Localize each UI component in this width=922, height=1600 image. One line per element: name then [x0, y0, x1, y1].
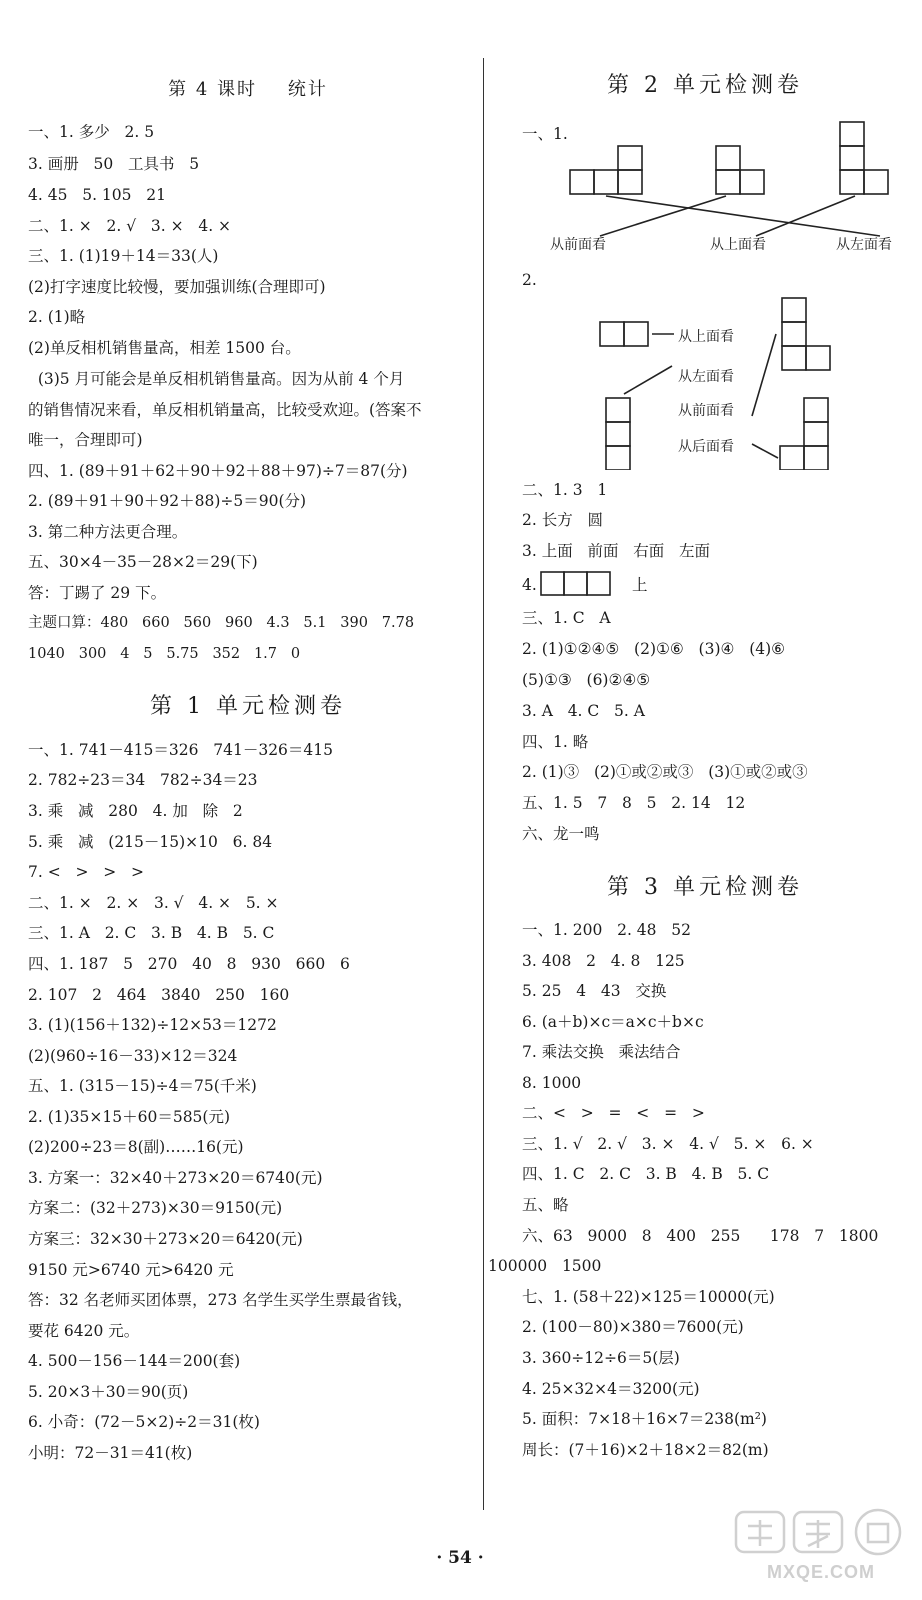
answer-line: 的销售情况来看，单反相机销量高，比较受欢迎。(答案不 — [28, 401, 422, 419]
answer-line: 4. — [522, 576, 537, 594]
answer-line: 答：丁踢了 29 下。 — [28, 584, 167, 602]
answer-line: 4. 500－156－144＝200(套) — [28, 1352, 241, 1370]
answer-line: 一、1. 多少 2. 5 — [28, 123, 155, 141]
answer-line: 3. 上面 前面 右面 左面 — [522, 542, 711, 560]
answer-line: 二、1. × 2. √ 3. × 4. × — [28, 217, 232, 235]
answer-line: 五、1. (315－15)÷4＝75(千米) — [28, 1077, 257, 1095]
answer-line: 9150 元>6740 元>6420 元 — [28, 1261, 234, 1279]
answer-line: 3. 乘 减 280 4. 加 除 2 — [28, 802, 243, 820]
watermark-logo — [728, 1506, 914, 1588]
answer-line: 四、1. 略 — [522, 733, 589, 751]
answer-line: 2. 107 2 464 3840 250 160 — [28, 986, 290, 1004]
answer-line: 七、1. (58＋22)×125＝10000(元) — [522, 1288, 775, 1306]
view-direction-label: 上 — [632, 576, 648, 594]
svg-text:MXQE.COM: MXQE.COM — [766, 1562, 876, 1582]
view-label-left: 从左面看 — [836, 237, 892, 253]
answer-line: 六、龙一鸣 — [522, 825, 600, 843]
answer-line: 二、1. × 2. × 3. √ 4. × 5. × — [28, 894, 279, 912]
answer-line: 2. (89＋91＋90＋92＋88)÷5＝90(分) — [28, 492, 307, 510]
view-label-front: 从前面看 — [550, 237, 606, 253]
answer-line: 五、30×4－35－28×2＝29(下) — [28, 553, 258, 571]
view-label-back: 从后面看 — [678, 439, 734, 455]
answer-line: 3. 360÷12÷6＝5(层) — [522, 1349, 680, 1367]
answer-line: 一、1. 200 2. 48 52 — [522, 921, 692, 939]
answer-line: 六、63 9000 8 400 255 178 7 1800 — [522, 1227, 879, 1245]
unit1-title: 第 1 单元检测卷 — [150, 694, 346, 719]
answer-line: (2)(960÷16－33)×12＝324 — [28, 1047, 238, 1065]
answer-line: 7. 乘法交换 乘法结合 — [522, 1043, 681, 1061]
question-label: 2. — [522, 271, 537, 289]
answer-line: 四、1. C 2. C 3. B 4. B 5. C — [522, 1165, 770, 1183]
three-squares-figure — [540, 571, 612, 597]
answer-line: 一、1. 741－415＝326 741－326＝415 — [28, 741, 334, 759]
answer-line: 二、1. 3 1 — [522, 481, 608, 499]
answer-line: 3. 画册 50 工具书 5 — [28, 155, 200, 173]
oral-calc-line: 1040 300 4 5 5.75 352 1.7 0 — [28, 646, 301, 662]
view-label-front: 从前面看 — [678, 403, 734, 419]
answer-line: 3. (1)(156＋132)÷12×53＝1272 — [28, 1016, 277, 1034]
answer-line: 3. 第二种方法更合理。 — [28, 523, 188, 541]
answer-line: 三、1. A 2. C 3. B 4. B 5. C — [28, 924, 275, 942]
answer-line: 三、1. C A — [522, 609, 611, 627]
answer-line: 4. 45 5. 105 21 — [28, 186, 167, 204]
answer-line: 5. 25 4 43 交换 — [522, 982, 667, 1000]
view-label-left: 从左面看 — [678, 369, 734, 385]
answer-line: 8. 1000 — [522, 1074, 582, 1092]
answer-line: 100000 1500 — [488, 1257, 602, 1275]
answer-line: 2. (1)③ (2)①或②或③ (3)①或②或③ — [522, 763, 808, 781]
view-label-top: 从上面看 — [678, 329, 734, 345]
column-divider — [483, 58, 484, 1510]
page-number: · 54 · — [436, 1548, 484, 1568]
answer-line: 2. 长方 圆 — [522, 511, 603, 529]
answer-line: 2. (1)35×15＋60＝585(元) — [28, 1108, 231, 1126]
lesson-title: 第 4 课时 统计 — [168, 79, 328, 100]
answer-line: (2)200÷23＝8(副)……16(元) — [28, 1138, 244, 1156]
answer-line: 5. 20×3＋30＝90(页) — [28, 1383, 189, 1401]
answer-line: 周长：(7＋16)×2＋18×2＝82(m) — [522, 1441, 769, 1459]
answer-line: 2. 782÷23＝34 782÷34＝23 — [28, 771, 258, 789]
answer-line: 方案二：(32＋273)×30＝9150(元) — [28, 1199, 283, 1217]
answer-line: 五、略 — [522, 1196, 569, 1214]
answer-line: 3. A 4. C 5. A — [522, 702, 645, 720]
answer-line: 5. 面积：7×18＋16×7＝238(m²) — [522, 1410, 767, 1428]
oral-calc-line: 主题口算：480 660 560 960 4.3 5.1 390 7.78 — [28, 615, 415, 631]
answer-line: (2)单反相机销售量高，相差 1500 台。 — [28, 339, 301, 357]
answer-line: 6. (a＋b)×c＝a×c＋b×c — [522, 1013, 704, 1031]
answer-line: 2. (100－80)×380＝7600(元) — [522, 1318, 744, 1336]
answer-line: 2. (1)略 — [28, 308, 86, 326]
answer-line: 五、1. 5 7 8 5 2. 14 12 — [522, 794, 746, 812]
question-label: 一、1. — [522, 125, 568, 143]
answer-line: (5)①③ (6)②④⑤ — [522, 671, 651, 689]
answer-line: (2)打字速度比较慢，要加强训练(合理即可) — [28, 278, 326, 296]
answer-line: 二、< > = < = > — [522, 1104, 705, 1122]
answer-line: 四、1. 187 5 270 40 8 930 660 6 — [28, 955, 350, 973]
answer-line: 答：32 名老师买团体票，273 名学生买学生票最省钱， — [28, 1291, 413, 1309]
answer-line: 2. (1)①②④⑤ (2)①⑥ (3)④ (4)⑥ — [522, 640, 786, 658]
unit2-title: 第 2 单元检测卷 — [607, 73, 803, 98]
answer-line: 7. < > > > — [28, 863, 145, 881]
answer-line: 3. 方案一：32×40＋273×20＝6740(元) — [28, 1169, 323, 1187]
answer-line: 三、1. √ 2. √ 3. × 4. √ 5. × 6. × — [522, 1135, 814, 1153]
answer-line: (3)5 月可能会是单反相机销售量高。因为从前 4 个月 — [28, 370, 405, 388]
view-label-top: 从上面看 — [710, 237, 766, 253]
answer-line: 方案三：32×30＋273×20＝6420(元) — [28, 1230, 303, 1248]
answer-line: 唯一，合理即可) — [28, 431, 143, 449]
answer-line: 三、1. (1)19＋14＝33(人) — [28, 247, 219, 265]
answer-line: 小明：72－31＝41(枚) — [28, 1444, 193, 1462]
answer-line: 4. 25×32×4＝3200(元) — [522, 1380, 700, 1398]
answer-line: 6. 小奇：(72－5×2)÷2＝31(枚) — [28, 1413, 260, 1431]
answer-line: 3. 408 2 4. 8 125 — [522, 952, 685, 970]
answer-line: 5. 乘 减 (215－15)×10 6. 84 — [28, 833, 273, 851]
unit3-title: 第 3 单元检测卷 — [607, 875, 803, 900]
answer-line: 四、1. (89＋91＋62＋90＋92＋88＋97)÷7＝87(分) — [28, 462, 408, 480]
answer-line: 要花 6420 元。 — [28, 1322, 140, 1340]
